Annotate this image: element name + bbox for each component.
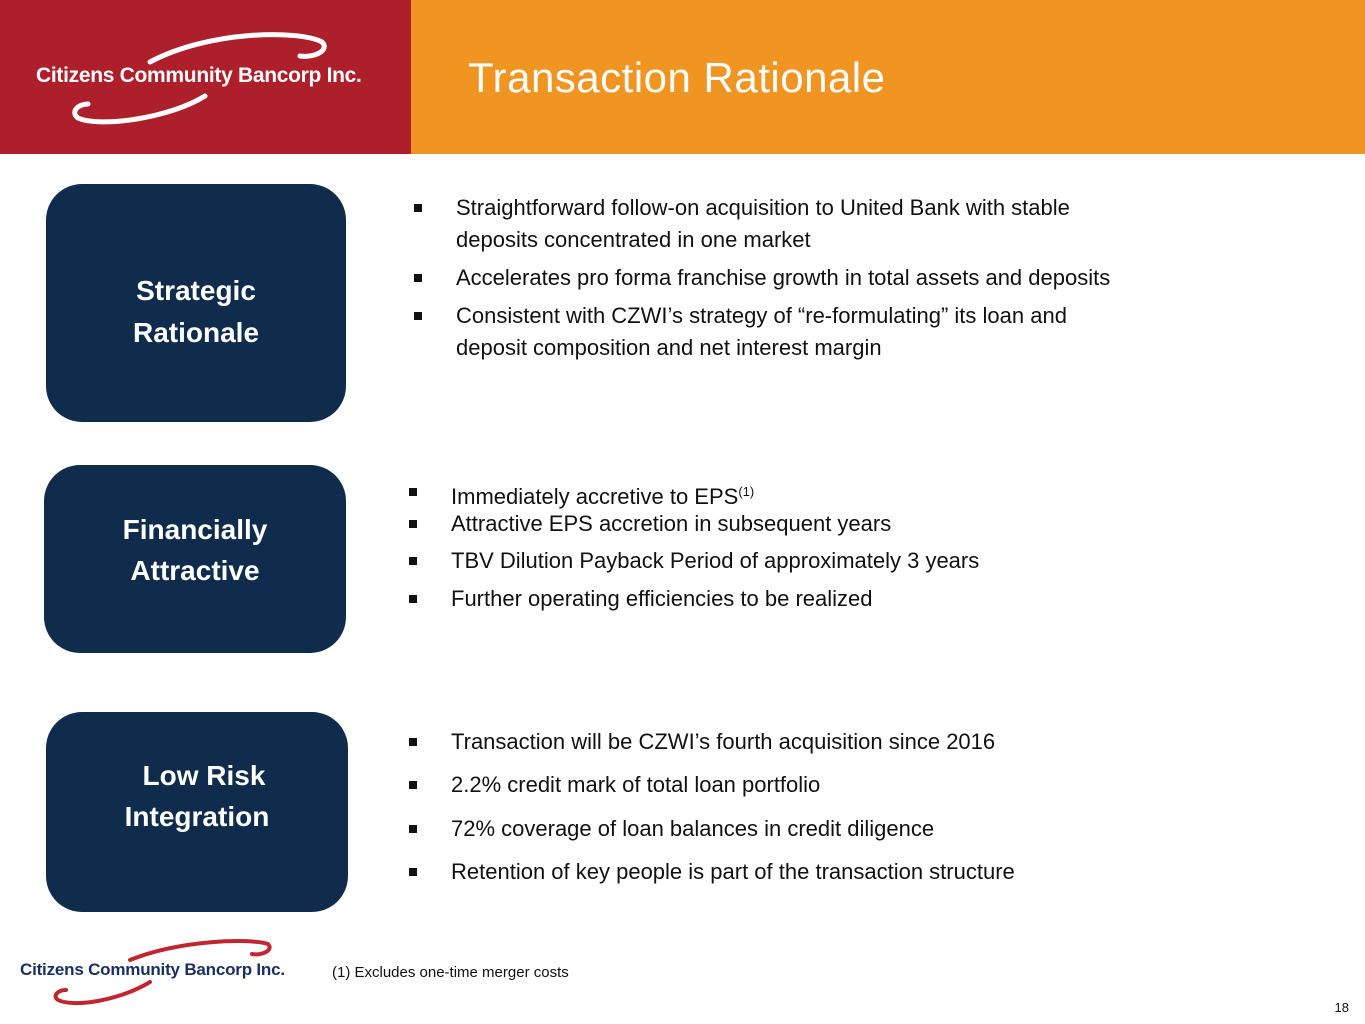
list-item: 2.2% credit mark of total loan portfolio — [407, 769, 820, 801]
list-item: Attractive EPS accretion in subsequent years — [407, 508, 891, 540]
bullet-square-icon — [409, 595, 417, 603]
section-label-line2: Attractive — [130, 555, 260, 586]
list-item: Immediately accretive to EPS$^{(1)}$ — [407, 476, 754, 513]
section-label-low-risk-integration — [46, 712, 348, 912]
bullet-square-icon — [409, 738, 417, 746]
bullet-list-financial — [407, 476, 1207, 626]
page-title: Transaction Rationale — [468, 54, 886, 101]
list-item: Further operating efficiencies to be realized — [407, 583, 873, 615]
footnote: (1) Excludes one-time merger costs — [332, 964, 569, 981]
section-label-line1: Low Risk — [142, 760, 266, 791]
bullet-square-icon — [409, 488, 417, 496]
section-label-strategic-rationale — [46, 184, 346, 422]
list-item: 72% coverage of loan balances in credit diligence — [407, 813, 934, 845]
list-item: Straightforward follow-on acquisition to United Bank with stable — [412, 192, 1070, 224]
list-item: TBV Dilution Payback Period of approximately 3 years — [407, 545, 979, 577]
bullet-square-icon — [414, 274, 422, 282]
bullet-square-icon — [414, 312, 422, 320]
bullet-square-icon — [409, 520, 417, 528]
page-number: 18 — [1334, 1000, 1349, 1015]
bullet-square-icon — [409, 781, 417, 789]
bullet-list-integration — [407, 726, 1207, 896]
list-item: Accelerates pro forma franchise growth in total assets and deposits — [412, 262, 1110, 294]
company-logo-text: Citizens Community Bancorp Inc. — [36, 64, 362, 87]
list-item: Retention of key people is part of the transaction structure — [407, 856, 1015, 888]
bullet-list-strategic — [412, 192, 1212, 372]
list-item-continuation: deposit composition and net interest margin — [456, 335, 882, 360]
header-logo-panel — [0, 0, 411, 154]
section-label-line2: Rationale — [132, 317, 260, 348]
section-label-line1: Financially — [122, 514, 268, 545]
bullet-square-icon — [414, 204, 422, 212]
list-item: Consistent with CZWI’s strategy of “re-formulating” its loan and — [412, 300, 1067, 332]
bullet-square-icon — [409, 868, 417, 876]
list-item-continuation: deposits concentrated in one market — [456, 227, 811, 252]
footnote-marker: (1) — [738, 484, 755, 499]
bullet-square-icon — [409, 825, 417, 833]
section-label-line2: Integration — [124, 801, 270, 832]
footer-logo-text: Citizens Community Bancorp Inc. — [20, 960, 285, 979]
bullet-square-icon — [409, 557, 417, 565]
section-label-line1: Strategic — [136, 275, 256, 306]
list-item: Transaction will be CZWI’s fourth acquisition since 2016 — [407, 726, 995, 758]
section-label-financially-attractive — [44, 465, 346, 653]
